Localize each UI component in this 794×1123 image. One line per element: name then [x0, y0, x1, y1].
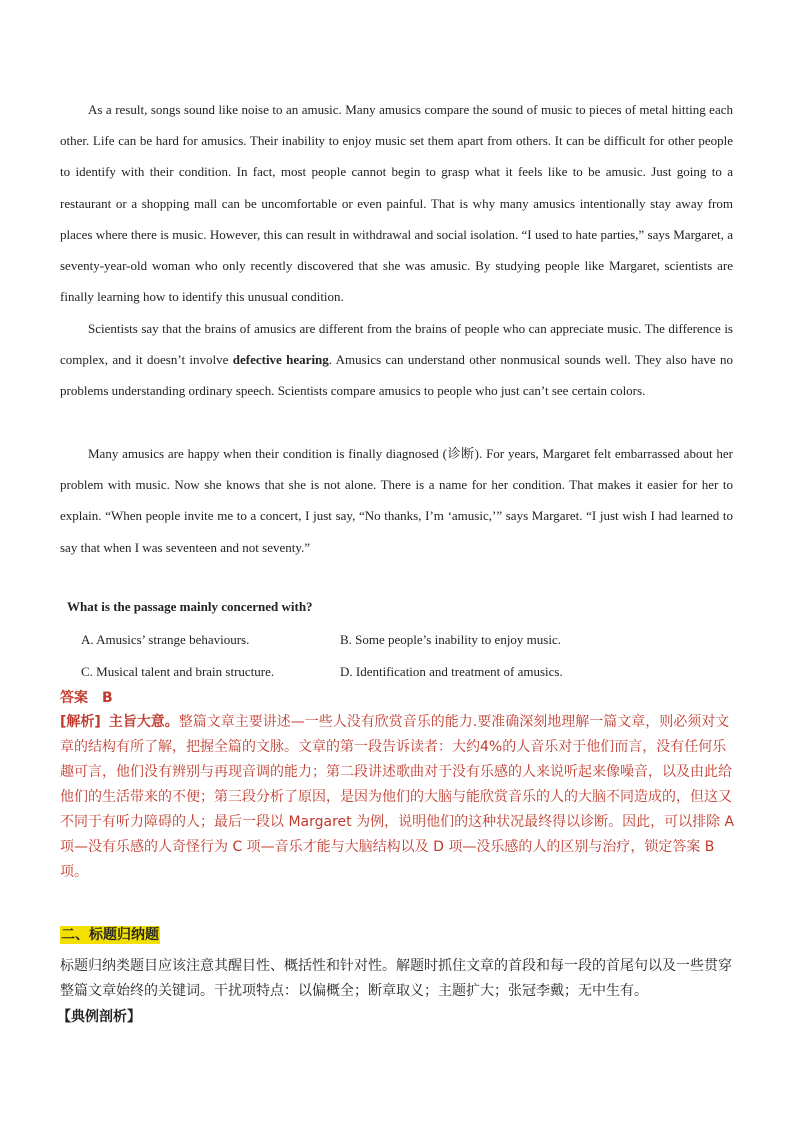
- analysis-text: 整篇文章主要讲述—一些人没有欣赏音乐的能力.要准确深刻地理解一篇文章，则必须对文章的结构有所了解，把握全篇的文脉。文章的第一段告诉读者：大约4%的人音乐对于他们而言，没有任何乐趣可言，他们没有辨别与再现音调的能力；第二段讲述歌曲对于没有乐感的人来说听起来像噪音，以及由此给他们的生活带来的不便；第三段分析了原因，是因为他们的大脑与能欣赏音乐的人的大脑不同造成的，但这又不同于有听力障碍的人；最后一段以 Margaret 为例，说明他们的这种状况最终得以诊断。因此，可以排除 A 项—没有乐感的人奇怪行为 C 项—音乐才能与大脑结构以及 D 项—没乐感的人的区别与治疗，锁定答案 B 项。: [60, 714, 735, 880]
- option-a: A. Amusics’ strange behaviours.: [81, 632, 250, 647]
- answer-value: B: [102, 690, 113, 706]
- analysis-heading: 主旨大意。: [108, 714, 179, 730]
- answer-label: 答案: [60, 690, 88, 706]
- option-c: C. Musical talent and brain structure.: [81, 664, 275, 679]
- passage-paragraph-3: Many amusics are happy when their condition is finally diagnosed (诊断). For years, Margaret felt embarrassed about her problem with music. Now she knows that she is not alone. There is a name for her condition. That makes it easier for her to explain. “When people invite me to a concert, I just say, “No thanks, I’m ‘amusic,’” says Margaret. “I just wish I had learned to say that when I was seventeen and not seventy.”: [60, 446, 733, 555]
- section-body: 标题归纳类题目应该注意其醒目性、概括性和针对性。解题时抓住文章的首段和每一段的首尾句以及一些贯穿整篇文章始终的关键词。干扰项特点：以偏概全；断章取义；主题扩大；张冠李戴；无中生有。: [60, 958, 732, 999]
- question-stem: What is the passage mainly concerned with?: [67, 599, 313, 614]
- bold-term: defective hearing: [232, 352, 329, 368]
- analysis-block: [60, 710, 736, 885]
- passage-paragraph-2: [60, 313, 733, 407]
- answer-line: [60, 687, 113, 707]
- paragraph-2-text-start: Scientists say that the brains of amusics are different from the brains of people who can appreciate music. The difference is complex, and it doesn’t involve: [60, 321, 733, 368]
- option-b: B. Some people’s inability to enjoy music.: [340, 632, 561, 647]
- option-d: D. Identification and treatment of amusics.: [340, 664, 563, 679]
- passage-paragraph-1: As a result, songs sound like noise to an amusic. Many amusics compare the sound of music to pieces of metal hitting each other. Life can be hard for amusics. Their inability to enjoy music set them apart from others. It can be difficult for other people to identify with their condition. In fact, most people cannot begin to grasp what it feels like to be amusic. Just going to a restaurant or a shopping mall can be uncomfortable or even painful. That is why many amusics intentionally stay away from places where there is music. However, this can result in withdrawal and social isolation. “I used to hate parties,” says Margaret, a seventy-year-old woman who only recently discovered that she was amusic. By studying people like Margaret, scientists are finally learning how to identify this unusual condition.: [60, 102, 733, 305]
- section-title: 二、标题归纳题: [61, 927, 159, 943]
- analysis-tag: [解析]: [60, 714, 101, 730]
- example-heading: 【典例剖析】: [57, 1009, 141, 1025]
- paragraph-2-text-end: . Amusics can understand other nonmusical sounds well. They also have no problems understanding ordinary speech. Scientists compare amusics to people who just can’t see certain colors.: [60, 352, 734, 399]
